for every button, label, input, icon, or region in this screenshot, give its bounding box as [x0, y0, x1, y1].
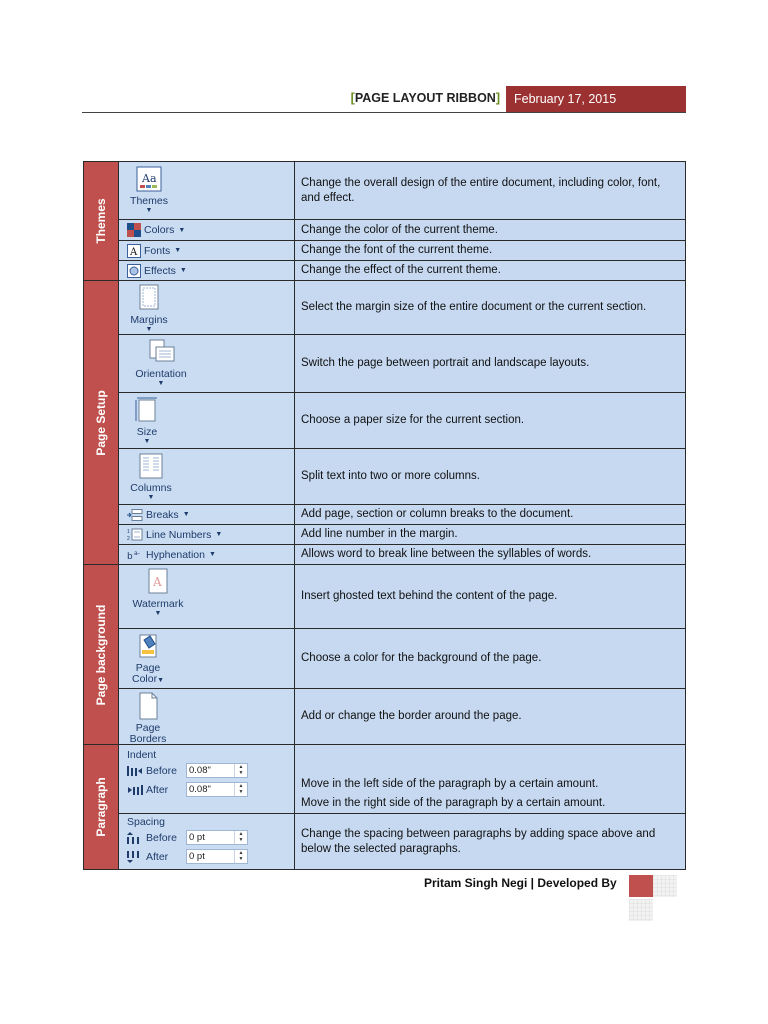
breaks-label: Breaks — [146, 508, 179, 521]
table-row — [84, 629, 686, 689]
indent-after-icon — [127, 784, 143, 796]
spinner-arrows-icon[interactable]: ▲ ▼ — [234, 764, 247, 777]
watermark-control[interactable] — [119, 568, 197, 617]
page-header — [82, 86, 686, 112]
dropdown-caret-icon: ▼ — [145, 326, 153, 333]
table-row — [84, 689, 686, 745]
page-borders-icon — [134, 692, 162, 720]
indent-after-label: After — [146, 783, 169, 796]
indent-before-label: Before — [146, 764, 177, 777]
spacing-after-value: 0 pt — [189, 851, 205, 862]
table-row — [84, 814, 686, 870]
spacing-before-input[interactable] — [186, 830, 248, 845]
hyphenation-icon — [127, 549, 143, 561]
line-numbers-button[interactable] — [119, 525, 295, 545]
bracket-close: ] — [495, 91, 500, 105]
indent-heading: Indent — [127, 749, 157, 761]
effects-label: Effects — [144, 264, 176, 277]
page-borders-label-line1: Page — [135, 722, 161, 734]
margins-description: Select the margin size of the entire document or the current section. — [295, 281, 686, 335]
indent-group — [127, 749, 248, 799]
spacing-after-input[interactable] — [186, 849, 248, 864]
spacing-heading: Spacing — [127, 816, 165, 828]
header-date: February 17, 2015 — [506, 86, 686, 112]
page-borders-button[interactable] — [119, 689, 295, 745]
spacing-after-row — [127, 847, 248, 866]
svg-text:A: A — [130, 246, 138, 258]
colors-button[interactable] — [119, 220, 295, 241]
spacing-description: Change the spacing between paragraphs by adding space above and below the selected paragraphs. — [295, 814, 686, 870]
themes-control[interactable] — [119, 165, 179, 214]
table-row — [84, 393, 686, 449]
margins-icon — [135, 284, 163, 312]
dropdown-caret-icon: ▼ — [178, 226, 186, 234]
indent-before-description: Move in the left side of the paragraph by a certain amount. — [301, 778, 599, 790]
hyphenation-button[interactable] — [119, 545, 295, 565]
fonts-control[interactable] — [127, 241, 181, 260]
group-label: Page Setup — [94, 389, 108, 456]
table-row — [84, 335, 686, 393]
columns-icon — [137, 452, 165, 480]
group-label: Page background — [94, 604, 108, 705]
table-row — [84, 505, 686, 525]
group-label: Themes — [94, 198, 108, 244]
dropdown-caret-icon: ▼ — [208, 551, 216, 558]
size-description: Choose a paper size for the current section. — [295, 393, 686, 449]
page-borders-description: Add or change the border around the page. — [295, 689, 686, 745]
page-color-icon — [134, 632, 162, 660]
colors-label: Colors — [144, 224, 175, 236]
table-row — [84, 525, 686, 545]
effects-icon — [127, 264, 141, 278]
themes-button[interactable] — [119, 162, 295, 220]
table-row — [84, 545, 686, 565]
footer-credit: Pritam Singh Negi | Developed By — [424, 876, 617, 890]
margins-label: Margins — [130, 314, 168, 326]
svg-text:1: 1 — [127, 529, 130, 535]
spacing-after-label: After — [146, 850, 169, 863]
header-title-text: PAGE LAYOUT RIBBON — [354, 91, 496, 105]
orientation-icon — [147, 338, 175, 366]
columns-button[interactable] — [119, 449, 295, 505]
colors-icon — [127, 223, 141, 237]
table-row — [84, 261, 686, 281]
size-icon — [133, 396, 161, 424]
spacing-before-value: 0 pt — [189, 832, 205, 843]
group-label: Paragraph — [94, 777, 108, 837]
header-title — [351, 91, 500, 105]
colors-control[interactable] — [127, 220, 185, 240]
margins-button[interactable] — [119, 281, 295, 335]
ribbon-table — [83, 161, 686, 870]
indent-before-icon — [127, 765, 143, 777]
spacing-group — [127, 816, 248, 866]
table-row — [84, 565, 686, 629]
dropdown-caret-icon: ▼ — [157, 380, 165, 387]
table-row — [84, 281, 686, 335]
effects-control[interactable] — [127, 261, 187, 280]
themes-icon — [135, 165, 163, 193]
size-label: Size — [136, 426, 158, 438]
svg-text:a-: a- — [134, 549, 140, 557]
fonts-label: Fonts — [144, 244, 171, 257]
watermark-icon — [144, 568, 172, 596]
orientation-control[interactable] — [121, 338, 201, 387]
indent-description — [295, 745, 686, 814]
columns-description: Split text into two or more columns. — [295, 449, 686, 505]
page-borders-control[interactable] — [119, 692, 177, 745]
svg-text:b: b — [127, 551, 133, 561]
indent-before-input[interactable] — [186, 763, 248, 778]
svg-text:2: 2 — [127, 536, 130, 541]
indent-control — [119, 745, 295, 814]
indent-after-row — [127, 780, 248, 799]
orientation-button[interactable] — [119, 335, 295, 393]
effects-description: Change the effect of the current theme. — [295, 261, 686, 281]
line-numbers-label: Line Numbers — [146, 528, 212, 541]
dropdown-caret-icon: ▼ — [157, 677, 165, 684]
dropdown-caret-icon: ▼ — [179, 267, 187, 274]
svg-text:A: A — [153, 575, 162, 589]
header-rule — [82, 112, 686, 113]
group-page-background — [84, 565, 119, 745]
indent-after-input[interactable] — [186, 782, 248, 797]
spacing-after-icon — [127, 851, 143, 863]
dropdown-caret-icon: ▼ — [145, 207, 153, 214]
page-color-label-line1: Page — [135, 662, 161, 674]
fonts-button[interactable] — [119, 241, 295, 261]
spinner-arrows-icon[interactable]: ▲ ▼ — [234, 850, 247, 863]
themes-description: Change the overall design of the entire document, including color, font, and effect. — [295, 162, 686, 220]
page-color-description: Choose a color for the background of the page. — [295, 629, 686, 689]
effects-button[interactable] — [119, 261, 295, 281]
hyphenation-control[interactable] — [127, 545, 216, 564]
colors-description: Change the color of the current theme. — [295, 220, 686, 241]
breaks-control[interactable] — [127, 505, 190, 524]
bracket-open: [ — [350, 91, 355, 105]
line-numbers-description: Add line number in the margin. — [295, 525, 686, 545]
spacing-before-icon — [127, 832, 143, 844]
orientation-label: Orientation — [135, 368, 187, 380]
group-paragraph — [84, 745, 119, 870]
fonts-icon — [127, 244, 141, 258]
fonts-description: Change the font of the current theme. — [295, 241, 686, 261]
spacing-before-label: Before — [146, 831, 177, 844]
columns-control[interactable] — [119, 452, 183, 501]
dropdown-caret-icon: ▼ — [215, 531, 223, 538]
line-numbers-control[interactable] — [127, 525, 222, 544]
breaks-description: Add page, section or column breaks to the document. — [295, 505, 686, 525]
themes-label: Themes — [130, 195, 168, 207]
orientation-description: Switch the page between portrait and landscape layouts. — [295, 335, 686, 393]
dropdown-caret-icon: ▼ — [143, 438, 151, 445]
table-row — [84, 449, 686, 505]
dropdown-caret-icon: ▼ — [174, 247, 182, 254]
dropdown-caret-icon: ▼ — [182, 511, 190, 518]
group-themes — [84, 162, 119, 281]
indent-after-description: Move in the right side of the paragraph by a certain amount. — [301, 797, 606, 809]
spinner-arrows-icon[interactable]: ▲ ▼ — [234, 783, 247, 796]
indent-after-value: 0.08" — [189, 784, 211, 795]
table-row — [84, 162, 686, 220]
table-row — [84, 745, 686, 814]
hyphenation-label: Hyphenation — [146, 548, 205, 561]
spacing-before-row — [127, 828, 248, 847]
page-color-label-line2: Color — [131, 673, 158, 685]
spacing-control — [119, 814, 295, 870]
size-control[interactable] — [119, 396, 175, 445]
watermark-label: Watermark — [132, 598, 184, 610]
watermark-button[interactable] — [119, 565, 295, 629]
breaks-icon — [127, 509, 143, 521]
page-color-control[interactable] — [119, 632, 177, 686]
line-numbers-icon — [127, 528, 143, 541]
group-page-setup — [84, 281, 119, 565]
watermark-description: Insert ghosted text behind the content of the page. — [295, 565, 686, 629]
breaks-button[interactable] — [119, 505, 295, 525]
dropdown-caret-icon: ▼ — [154, 610, 162, 617]
margins-control[interactable] — [119, 284, 179, 333]
indent-before-value: 0.08" — [189, 765, 211, 776]
table-row — [84, 220, 686, 241]
svg-text:Aa: Aa — [142, 172, 157, 185]
spinner-arrows-icon[interactable]: ▲ ▼ — [234, 831, 247, 844]
logo-icon — [629, 875, 677, 921]
table-row — [84, 241, 686, 261]
page-borders-label-line2: Borders — [129, 733, 167, 745]
indent-before-row — [127, 761, 248, 780]
hyphenation-description: Allows word to break line between the syllables of words. — [295, 545, 686, 565]
page-color-button[interactable] — [119, 629, 295, 689]
dropdown-caret-icon: ▼ — [147, 494, 155, 501]
size-button[interactable] — [119, 393, 295, 449]
columns-label: Columns — [130, 482, 172, 494]
